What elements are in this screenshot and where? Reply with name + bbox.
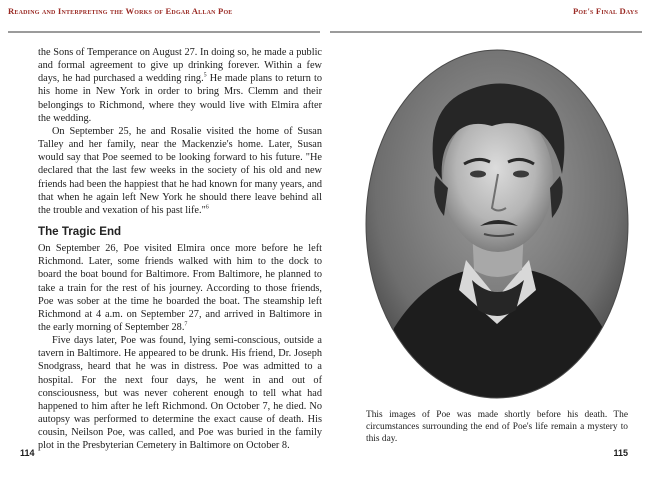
header-rule-left — [8, 31, 320, 33]
section-heading: The Tragic End — [38, 225, 122, 239]
caption-text: This images of Poe was made shortly before his death. The circumstances surrounding the end of Poe's life remain a mystery to this day. — [366, 410, 628, 444]
paragraph-text: He made plans to return to his home in New York in order to bring Mrs. Clemm and their belongings to Richmond, where they would live with Elmira after the wedding. — [38, 73, 322, 124]
paragraph — [38, 125, 322, 217]
page-number-right: 115 — [613, 448, 628, 458]
paragraph — [38, 46, 322, 125]
portrait-caption — [366, 409, 628, 445]
footnote-marker[interactable]: 7 — [184, 321, 188, 328]
running-head-right: Poe's Final Days — [572, 6, 638, 16]
paragraph-text: the Sons of Temperance on August 27. In doing so, he made a public and formal agreement to give up drinking forever. Within a few days, he had purchased a wedding ring. — [38, 47, 322, 85]
running-head-left: Reading and Interpreting the Works of Edgar Allan Poe — [8, 6, 233, 16]
footnote-marker[interactable]: 5 — [203, 72, 207, 79]
paragraph-text: On September 26, Poe visited Elmira once more before he left Richmond. Later, some friends walked with him to the dock to board the boat bound for Baltimore. From Baltimore, he planned to take a train for the rest of his journey. According to those friends, Poe was sober at the time he boarded the boat. The steamship left Richmond at 4 a.m. on September 27, and arrived in Baltimore in the early morning of September 28. — [38, 243, 322, 333]
paragraph-text: Five days later, Poe was found, lying semi-conscious, outside a tavern in Baltimore. He appeared to be drunk. His friend, Dr. Joseph Snodgrass, heard that he was in distress. Poe was admitted to a hospital. For the next four days, he went in and out of consciousness, but was never coherent enough to tell what had happened to him after he left Richmond. On October 7, he died. No autopsy was performed to determine the exact cause of death. His cousin, Neilson Poe, was called, and Poe was buried in the family plot in the Presbyterian Cemetery in Baltimore on October 8. — [38, 335, 322, 452]
paragraph — [38, 242, 322, 334]
paragraph — [38, 334, 322, 452]
left-page-body — [38, 46, 322, 453]
paragraph-text: On September 25, he and Rosalie visited the home of Susan Talley and her family, near the Mackenzie's home. Later, Susan would say that Poe seemed to be looking forward to his future. "He declared that the last few weeks in the society of his old and new friends had been the happiest that he had known for many years, and that when he again left New York he should there leave behind all the trouble and vexation of his past life." — [38, 125, 322, 216]
footnote-marker[interactable]: 6 — [205, 204, 209, 211]
poe-portrait — [364, 48, 630, 400]
page-number-left: 114 — [20, 448, 35, 458]
header-rule-right — [330, 31, 642, 33]
